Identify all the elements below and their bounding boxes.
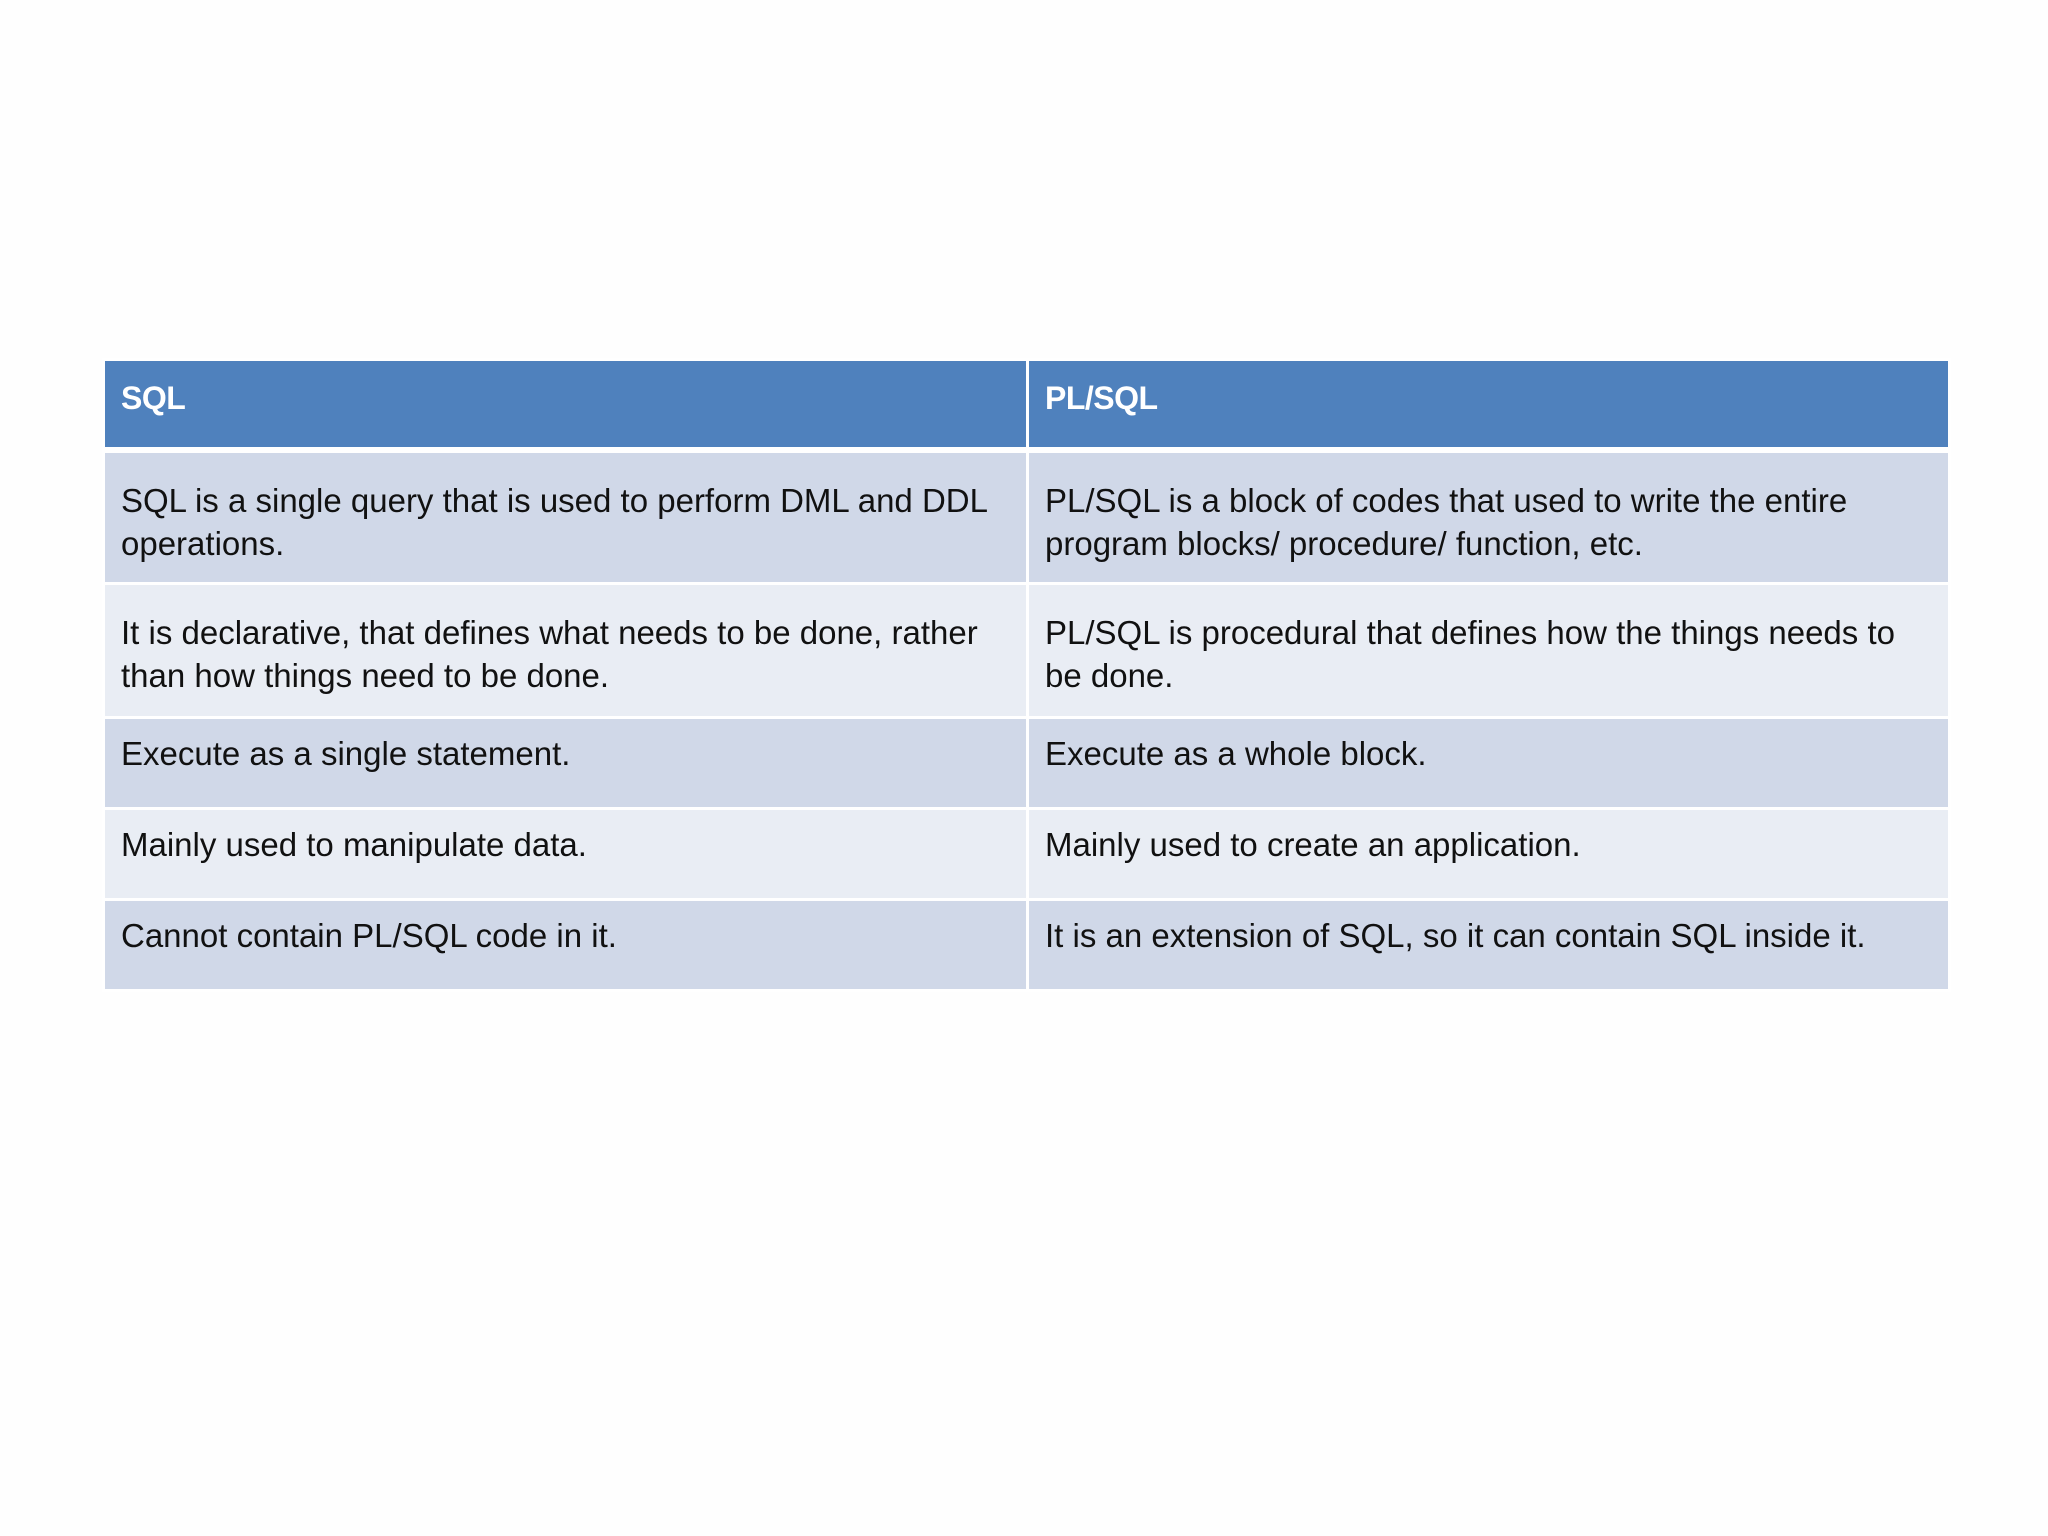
header-sql: SQL (104, 360, 1028, 450)
table-header-row (104, 360, 1950, 450)
cell-sql: Cannot contain PL/SQL code in it. (104, 900, 1028, 991)
table-row (104, 584, 1950, 718)
cell-sql: Execute as a single statement. (104, 718, 1028, 809)
cell-sql: It is declarative, that defines what needs to be done, rather than how things need to be done. (104, 584, 1028, 718)
header-plsql: PL/SQL (1028, 360, 1950, 450)
cell-plsql: PL/SQL is procedural that defines how the things needs to be done. (1028, 584, 1950, 718)
table-row (104, 718, 1950, 809)
cell-plsql: It is an extension of SQL, so it can contain SQL inside it. (1028, 900, 1950, 991)
table-row (104, 809, 1950, 900)
cell-sql: SQL is a single query that is used to perform DML and DDL operations. (104, 450, 1028, 584)
table-row (104, 450, 1950, 584)
cell-sql: Mainly used to manipulate data. (104, 809, 1028, 900)
cell-plsql: PL/SQL is a block of codes that used to write the entire program blocks/ procedure/ function, etc. (1028, 450, 1950, 584)
cell-plsql: Execute as a whole block. (1028, 718, 1950, 809)
table-row (104, 900, 1950, 991)
cell-plsql: Mainly used to create an application. (1028, 809, 1950, 900)
comparison-table (102, 358, 1951, 992)
